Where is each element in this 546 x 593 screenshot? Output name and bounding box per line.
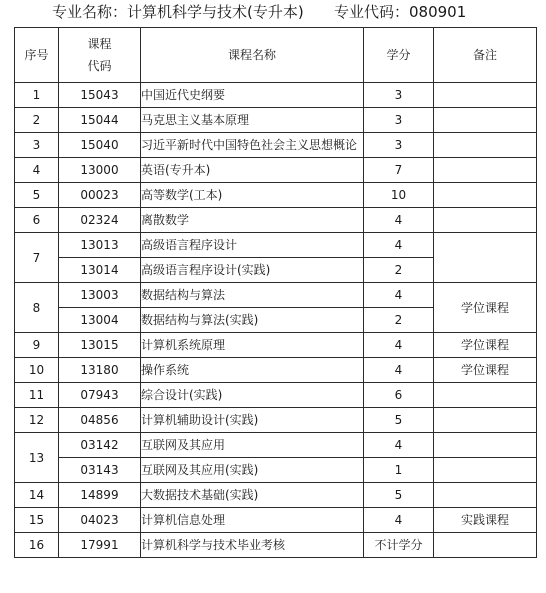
row-course-name: 大数据技术基础(实践)	[141, 483, 364, 508]
major-name: 专业名称：计算机科学与技术(专升本)	[52, 3, 304, 21]
row-note: 学位课程	[434, 358, 537, 383]
row-course-name: 数据结构与算法(实践)	[141, 308, 364, 333]
table-header-row	[15, 28, 537, 83]
row-credits: 4	[364, 208, 434, 233]
row-note	[434, 208, 537, 233]
row-note: 学位课程	[434, 283, 537, 333]
row-note	[434, 83, 537, 108]
row-code: 13013	[59, 233, 141, 258]
row-index: 11	[15, 383, 59, 408]
row-code: 13003	[59, 283, 141, 308]
row-index: 16	[15, 533, 59, 558]
row-course-name: 中国近代史纲要	[141, 83, 364, 108]
row-index: 13	[15, 433, 59, 483]
table-row	[15, 233, 537, 258]
major-header	[0, 0, 546, 26]
row-note	[434, 133, 537, 158]
row-note	[434, 183, 537, 208]
row-credits: 不计学分	[364, 533, 434, 558]
row-credits: 5	[364, 408, 434, 433]
row-index: 7	[15, 233, 59, 283]
col-header-code-line2: 代码	[87, 59, 112, 73]
row-index: 14	[15, 483, 59, 508]
row-code: 04023	[59, 508, 141, 533]
table-row	[15, 408, 537, 433]
table-row	[15, 533, 537, 558]
row-note	[434, 383, 537, 408]
row-code: 15044	[59, 108, 141, 133]
col-header-code-line1: 课程	[87, 37, 112, 51]
course-table	[14, 27, 537, 558]
row-code: 07943	[59, 383, 141, 408]
row-index: 1	[15, 83, 59, 108]
col-header-code	[59, 28, 141, 83]
row-code: 13180	[59, 358, 141, 383]
row-index: 2	[15, 108, 59, 133]
row-credits: 1	[364, 458, 434, 483]
row-code: 15043	[59, 83, 141, 108]
row-index: 12	[15, 408, 59, 433]
row-course-name: 计算机系统原理	[141, 333, 364, 358]
row-code: 02324	[59, 208, 141, 233]
row-credits: 4	[364, 508, 434, 533]
row-index: 4	[15, 158, 59, 183]
row-note	[434, 158, 537, 183]
row-credits: 2	[364, 258, 434, 283]
table-row	[15, 333, 537, 358]
row-credits: 2	[364, 308, 434, 333]
row-course-name: 英语(专升本)	[141, 158, 364, 183]
table-row	[15, 283, 537, 308]
row-code: 03143	[59, 458, 141, 483]
row-credits: 3	[364, 133, 434, 158]
table-row	[15, 133, 537, 158]
row-credits: 10	[364, 183, 434, 208]
row-course-name: 高等数学(工本)	[141, 183, 364, 208]
row-course-name: 互联网及其应用	[141, 433, 364, 458]
table-row	[15, 158, 537, 183]
row-code: 13000	[59, 158, 141, 183]
row-index: 10	[15, 358, 59, 383]
table-row	[15, 483, 537, 508]
row-course-name: 综合设计(实践)	[141, 383, 364, 408]
row-credits: 4	[364, 333, 434, 358]
row-note	[434, 433, 537, 458]
row-index: 8	[15, 283, 59, 333]
row-course-name: 计算机辅助设计(实践)	[141, 408, 364, 433]
row-note	[434, 458, 537, 483]
col-header-credits: 学分	[364, 28, 434, 83]
row-code: 14899	[59, 483, 141, 508]
row-index: 5	[15, 183, 59, 208]
row-note	[434, 233, 537, 283]
row-course-name: 马克思主义基本原理	[141, 108, 364, 133]
col-header-index: 序号	[15, 28, 59, 83]
table-row	[15, 458, 537, 483]
row-index: 3	[15, 133, 59, 158]
row-index: 6	[15, 208, 59, 233]
table-row	[15, 108, 537, 133]
row-course-name: 数据结构与算法	[141, 283, 364, 308]
table-row	[15, 358, 537, 383]
table-row	[15, 208, 537, 233]
row-code: 13004	[59, 308, 141, 333]
row-note	[434, 533, 537, 558]
table-row	[15, 383, 537, 408]
row-credits: 7	[364, 158, 434, 183]
row-code: 00023	[59, 183, 141, 208]
row-index: 9	[15, 333, 59, 358]
row-index: 15	[15, 508, 59, 533]
row-credits: 3	[364, 83, 434, 108]
table-row	[15, 183, 537, 208]
major-code: 专业代码：080901	[334, 3, 467, 21]
row-course-name: 高级语言程序设计	[141, 233, 364, 258]
row-course-name: 操作系统	[141, 358, 364, 383]
row-credits: 4	[364, 358, 434, 383]
row-note	[434, 483, 537, 508]
row-course-name: 习近平新时代中国特色社会主义思想概论	[141, 133, 364, 158]
row-code: 04856	[59, 408, 141, 433]
row-course-name: 互联网及其应用(实践)	[141, 458, 364, 483]
row-course-name: 离散数学	[141, 208, 364, 233]
row-code: 13015	[59, 333, 141, 358]
row-note: 实践课程	[434, 508, 537, 533]
row-credits: 4	[364, 283, 434, 308]
row-credits: 3	[364, 108, 434, 133]
row-note: 学位课程	[434, 333, 537, 358]
col-header-name: 课程名称	[141, 28, 364, 83]
row-code: 15040	[59, 133, 141, 158]
row-course-name: 计算机信息处理	[141, 508, 364, 533]
row-code: 17991	[59, 533, 141, 558]
row-credits: 6	[364, 383, 434, 408]
row-credits: 4	[364, 233, 434, 258]
row-course-name: 计算机科学与技术毕业考核	[141, 533, 364, 558]
row-code: 03142	[59, 433, 141, 458]
row-course-name: 高级语言程序设计(实践)	[141, 258, 364, 283]
row-code: 13014	[59, 258, 141, 283]
table-row	[15, 433, 537, 458]
row-note	[434, 408, 537, 433]
table-row	[15, 508, 537, 533]
row-note	[434, 108, 537, 133]
col-header-note: 备注	[434, 28, 537, 83]
row-credits: 5	[364, 483, 434, 508]
row-credits: 4	[364, 433, 434, 458]
table-row	[15, 83, 537, 108]
